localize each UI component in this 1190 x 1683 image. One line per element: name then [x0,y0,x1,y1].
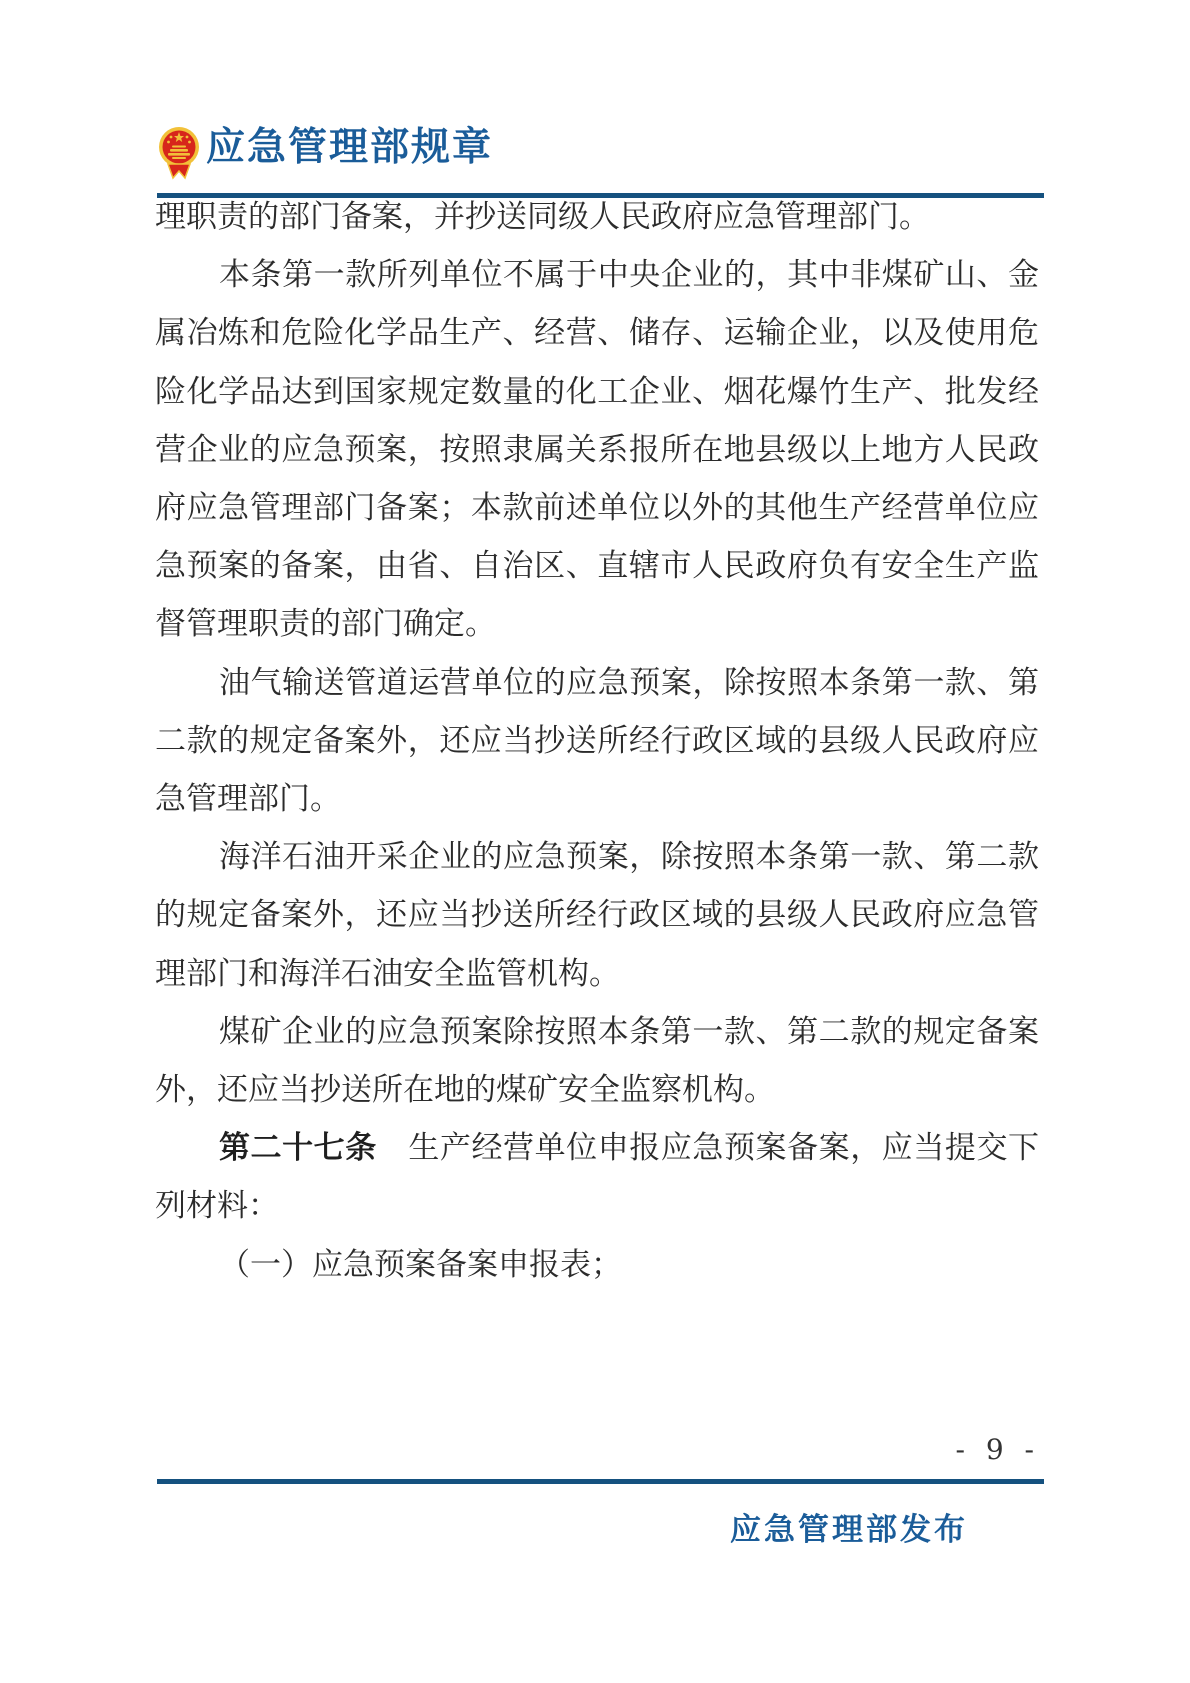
body-line: 急管理部门。 [155,781,341,818]
body-text [155,188,1039,1294]
body-line: 油气输送管道运营单位的应急预案，除按照本条第一款、第 [219,664,1039,701]
page-number: - 9 - [955,1433,1040,1466]
body-line: 府应急管理部门备案；本款前述单位以外的其他生产经营单位应 [155,490,1039,527]
body-line: 第二十七条 生产经营单位申报应急预案备案，应当提交下 [219,1130,1039,1167]
page-title: 应急管理部规章 [206,124,494,170]
body-line: 险化学品达到国家规定数量的化工企业、烟花爆竹生产、批发经 [155,373,1039,410]
body-line: 督管理职责的部门确定。 [155,606,496,643]
publisher-label: 应急管理部发布 [730,1512,968,1548]
body-line: 急预案的备案，由省、自治区、直辖市人民政府负有安全生产监 [155,548,1039,585]
body-line: 理职责的部门备案，并抄送同级人民政府应急管理部门。 [155,199,930,235]
body-line: 理部门和海洋石油安全监管机构。 [155,955,620,992]
footer-divider [157,1479,1044,1484]
body-line: 二款的规定备案外，还应当抄送所经行政区域的县级人民政府应 [155,722,1039,759]
body-line: 煤矿企业的应急预案除按照本条第一款、第二款的规定备案 [219,1013,1039,1050]
body-line: 本条第一款所列单位不属于中央企业的，其中非煤矿山、金 [219,257,1039,294]
body-line: 属冶炼和危险化学品生产、经营、储存、运输企业，以及使用危 [155,315,1039,352]
article-number-label: 第二十七条 [219,1130,377,1167]
body-line: 营企业的应急预案，按照隶属关系报所在地县级以上地方人民政 [155,431,1039,468]
body-line: （一）应急预案备案申报表； [219,1246,622,1283]
body-line: 海洋石油开采企业的应急预案，除按照本条第一款、第二款 [219,839,1039,876]
body-line: 的规定备案外，还应当抄送所经行政区域的县级人民政府应急管 [155,897,1039,934]
china-national-emblem-icon [158,124,200,182]
body-line: 外，还应当抄送所在地的煤矿安全监察机构。 [155,1072,775,1109]
body-line: 列材料： [155,1188,279,1225]
